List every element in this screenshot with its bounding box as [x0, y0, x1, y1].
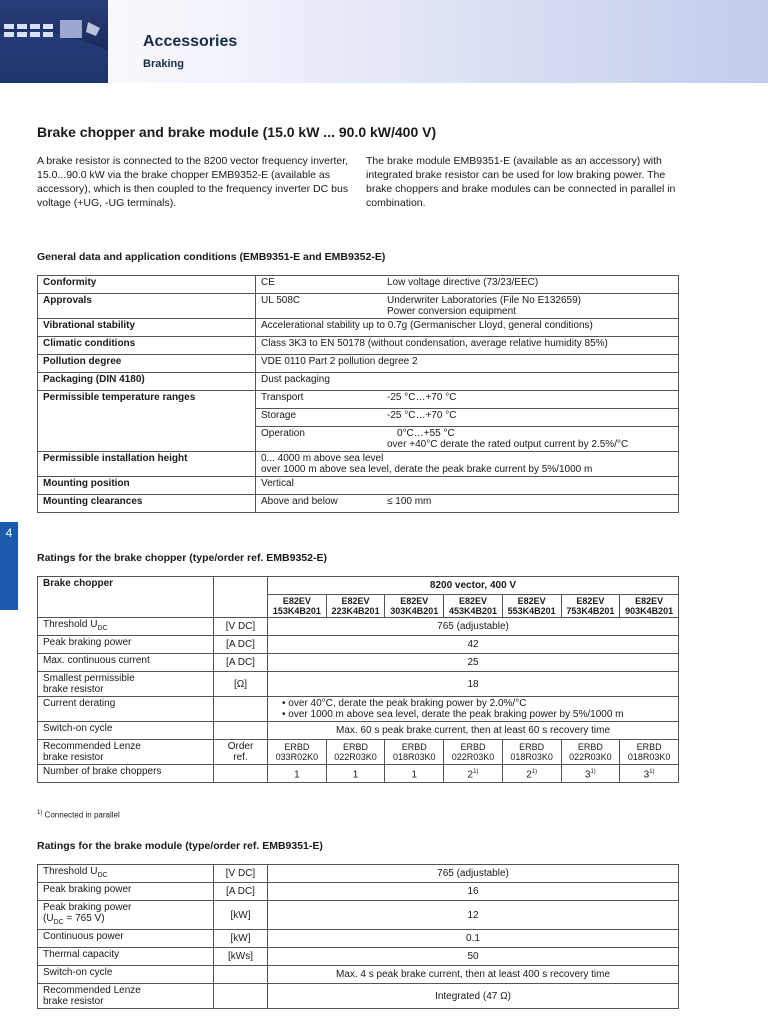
table-row — [38, 722, 679, 740]
row-label: Permissible installation height — [38, 452, 256, 477]
row-value: 0.1 — [268, 930, 679, 948]
row-label: Climatic conditions — [38, 337, 256, 355]
label-text: = 765 V) — [63, 913, 105, 924]
model-line: 903K4B201 — [625, 606, 674, 616]
table-row — [38, 901, 679, 930]
value-line: over 1000 m above sea level, derate the peak brake current by 5%/1000 m — [261, 464, 593, 475]
ref-line: ERBD — [284, 742, 310, 752]
table-row — [38, 865, 679, 883]
unit-line: Order — [227, 741, 254, 752]
model-header — [268, 595, 327, 618]
count-value: 1 — [352, 769, 359, 781]
table-row — [38, 618, 679, 636]
ref-line: ERBD — [343, 742, 369, 752]
group-header: 8200 vector, 400 V — [268, 577, 679, 595]
general-data-heading: General data and application conditions (EMB9351-E and EMB9352-E) — [37, 251, 386, 263]
row-unit: [kW] — [214, 930, 268, 948]
model-header — [620, 595, 679, 618]
header-title: Accessories — [143, 33, 238, 50]
row-label — [38, 672, 214, 697]
row-label: Mounting clearances — [38, 495, 256, 513]
value-line: 0... 4000 m above sea level — [261, 453, 384, 464]
model-line: 223K4B201 — [331, 606, 380, 616]
value-text: -25 °C…+70 °C — [387, 392, 457, 403]
row-value — [256, 427, 679, 452]
row-value: Class 3K3 to EN 50178 (without condensation, average relative humidity 85%) — [256, 337, 679, 355]
row-label — [38, 618, 214, 636]
ref-line: 018R03K0 — [392, 752, 436, 762]
model-line: 453K4B201 — [448, 606, 497, 616]
table-row — [38, 984, 679, 1009]
model-header — [561, 595, 620, 618]
value-line: Underwriter Laboratories (File No E132659) — [387, 295, 581, 306]
row-unit: [V DC] — [214, 865, 268, 883]
ref-line: 033R02K0 — [275, 752, 319, 762]
label-line: brake resistor — [43, 752, 104, 763]
chopper-count — [620, 765, 679, 783]
brake-module-table — [37, 864, 679, 1009]
intro-paragraph-right: The brake module EMB9351-E (available as an accessory) with integrated brake resistor can be used for low braking power. The brake choppers and brake modules can be connected in parallel in combination. — [366, 155, 676, 209]
value-line: 0°C…+55 °C — [397, 428, 455, 439]
row-label: Conformity — [38, 276, 256, 294]
row-unit: [A DC] — [214, 883, 268, 901]
ref-line: ERBD — [519, 742, 545, 752]
count-footnote-mark: 1) — [531, 768, 538, 775]
footnote — [37, 810, 120, 820]
label-line: Recommended Lenze — [43, 741, 141, 752]
count-footnote-mark: 1) — [590, 768, 596, 775]
value-text — [387, 428, 628, 450]
ref-line: 022R03K0 — [451, 752, 495, 762]
row-value: 16 — [268, 883, 679, 901]
footnote-mark: 1) — [37, 810, 43, 816]
table-row — [38, 319, 679, 337]
label-line: brake resistor — [43, 996, 104, 1007]
model-line: E82EV — [458, 596, 487, 606]
model-line: 553K4B201 — [507, 606, 556, 616]
table-row — [38, 740, 679, 765]
label-text: Threshold U — [43, 866, 98, 877]
chopper-count — [444, 765, 503, 783]
column-label: Brake chopper — [38, 577, 214, 618]
value-text: Low voltage directive (73/23/EEC) — [387, 277, 539, 288]
resistor-ref — [385, 740, 444, 765]
chapter-tab — [0, 522, 18, 610]
count-value: 2 — [467, 769, 474, 781]
table-row — [38, 672, 679, 697]
table-row — [38, 337, 679, 355]
ref-line: ERBD — [460, 742, 486, 752]
model-line: E82EV — [282, 596, 311, 606]
ref-line: 018R03K0 — [510, 752, 553, 762]
label-line: Smallest permissible — [43, 673, 135, 684]
value-key: Transport — [261, 392, 304, 403]
label-subscript: DC — [97, 625, 108, 632]
row-value: 42 — [268, 636, 679, 654]
label-subscript: DC — [97, 872, 108, 879]
value-key: Operation — [261, 428, 305, 439]
row-unit — [214, 984, 268, 1009]
module-heading: Ratings for the brake module (type/order ref. EMB9351-E) — [37, 840, 323, 852]
table-row — [38, 391, 679, 409]
value-key: Above and below — [261, 496, 338, 507]
chopper-count — [268, 765, 327, 783]
count-footnote-mark: 1) — [649, 768, 655, 775]
row-label: Thermal capacity — [38, 948, 214, 966]
row-value — [256, 391, 679, 409]
row-value: 25 — [268, 654, 679, 672]
row-value: 12 — [268, 901, 679, 930]
chopper-count — [502, 765, 561, 783]
row-value: Dust packaging — [256, 373, 679, 391]
table-row — [38, 373, 679, 391]
count-footnote-mark: 1) — [473, 768, 479, 775]
count-value: 2 — [526, 769, 532, 781]
row-label: Packaging (DIN 4180) — [38, 373, 256, 391]
intro-paragraph-left: A brake resistor is connected to the 8200 vector frequency inverter, 15.0...90.0 kW via the brake chopper EMB9352-E (available as accessory), which is then coupled to the frequency inverter DC bus voltage (+UG, -UG terminals). — [37, 155, 349, 209]
row-value: Integrated (47 Ω) — [268, 984, 679, 1009]
model-line: E82EV — [341, 596, 370, 606]
row-unit: [kW] — [214, 901, 268, 930]
ref-line: 022R03K0 — [334, 752, 377, 762]
table-row — [38, 355, 679, 373]
value-line: Power conversion equipment — [387, 306, 516, 317]
label-line: brake resistor — [43, 684, 104, 695]
row-label: Switch-on cycle — [38, 722, 214, 740]
brake-chopper-table — [37, 576, 679, 783]
row-label: Peak braking power — [38, 883, 214, 901]
unit-line: ref. — [233, 752, 248, 763]
model-line: E82EV — [635, 596, 664, 606]
row-unit — [214, 740, 268, 765]
section-title: Brake chopper and brake module (15.0 kW ... 90.0 kW/400 V) — [37, 124, 437, 140]
row-value: VDE 0110 Part 2 pollution degree 2 — [256, 355, 679, 373]
row-label: Mounting position — [38, 477, 256, 495]
unit-header — [214, 577, 268, 618]
resistor-ref — [268, 740, 327, 765]
model-line: 153K4B201 — [272, 606, 321, 616]
footnote-text: Connected in parallel — [44, 810, 120, 820]
model-header — [385, 595, 444, 618]
table-row — [38, 765, 679, 783]
table-row — [38, 495, 679, 513]
row-value — [256, 495, 679, 513]
value-line: over +40°C derate the rated output current by 2.5%/°C — [387, 439, 629, 450]
row-value: Max. 60 s peak brake current, then at least 60 s recovery time — [268, 722, 679, 740]
model-header — [502, 595, 561, 618]
row-unit: [V DC] — [214, 618, 268, 636]
row-label: Pollution degree — [38, 355, 256, 373]
row-value — [256, 294, 679, 319]
row-value — [256, 452, 679, 477]
table-row — [38, 930, 679, 948]
table-row — [38, 477, 679, 495]
value-line: • over 1000 m above sea level, derate the peak braking power by 5%/1000 m — [282, 709, 624, 720]
table-row — [38, 948, 679, 966]
chapter-number: 4 — [5, 526, 13, 540]
model-line: E82EV — [576, 596, 605, 606]
row-value — [268, 697, 679, 722]
model-line: E82EV — [517, 596, 546, 606]
value-key: CE — [261, 277, 275, 288]
count-value: 3 — [643, 769, 650, 781]
model-line: E82EV — [400, 596, 429, 606]
row-label: Peak braking power — [38, 636, 214, 654]
row-label — [38, 901, 214, 930]
row-unit — [214, 966, 268, 984]
model-header — [444, 595, 503, 618]
label-line: Peak braking power — [43, 902, 132, 913]
value-text: ≤ 100 mm — [387, 496, 432, 507]
table-row — [38, 577, 679, 595]
row-label: Switch-on cycle — [38, 966, 214, 984]
count-value: 1 — [411, 769, 418, 781]
ref-line: 018R03K0 — [627, 752, 671, 762]
resistor-ref — [502, 740, 561, 765]
row-label — [38, 984, 214, 1009]
row-label: Number of brake choppers — [38, 765, 214, 783]
table-row — [38, 636, 679, 654]
row-unit: [A DC] — [214, 654, 268, 672]
row-value: 765 (adjustable) — [268, 865, 679, 883]
row-value: 50 — [268, 948, 679, 966]
resistor-ref — [561, 740, 620, 765]
count-value: 3 — [584, 769, 591, 781]
row-label — [38, 740, 214, 765]
row-label: Approvals — [38, 294, 256, 319]
model-line: 753K4B201 — [566, 606, 615, 616]
value-text — [387, 295, 581, 317]
row-value — [256, 409, 679, 427]
value-key: Storage — [261, 410, 297, 421]
header-subtitle: Braking — [143, 58, 184, 70]
row-unit — [214, 765, 268, 783]
row-unit — [214, 697, 268, 722]
header-device-graphic — [0, 0, 108, 83]
label-text: Threshold U — [43, 619, 98, 630]
table-row — [38, 294, 679, 319]
value-line: • over 40°C, derate the peak braking power by 2.0%/°C — [282, 698, 527, 709]
value-key: UL 508C — [261, 295, 301, 306]
row-value: Max. 4 s peak brake current, then at least 400 s recovery time — [268, 966, 679, 984]
page-header — [0, 0, 768, 83]
table-row — [38, 697, 679, 722]
chopper-heading: Ratings for the brake chopper (type/order ref. EMB9352-E) — [37, 552, 327, 564]
row-label — [38, 865, 214, 883]
row-value: 18 — [268, 672, 679, 697]
table-row — [38, 966, 679, 984]
ref-line: ERBD — [401, 742, 427, 752]
row-label: Max. continuous current — [38, 654, 214, 672]
row-unit: [kWs] — [214, 948, 268, 966]
label-subscript: DC — [53, 919, 64, 926]
model-header — [326, 595, 385, 618]
ref-line: ERBD — [636, 742, 662, 752]
general-data-table — [37, 275, 679, 513]
label-text: (U — [43, 913, 54, 924]
resistor-ref — [620, 740, 679, 765]
ref-line: ERBD — [577, 742, 603, 752]
chopper-count — [326, 765, 385, 783]
chopper-count — [385, 765, 444, 783]
row-label: Vibrational stability — [38, 319, 256, 337]
resistor-ref — [444, 740, 503, 765]
ref-line: 022R03K0 — [569, 752, 612, 762]
model-line: 303K4B201 — [390, 606, 439, 616]
table-row — [38, 276, 679, 294]
row-value: 765 (adjustable) — [268, 618, 679, 636]
table-row — [38, 883, 679, 901]
row-label: Current derating — [38, 697, 214, 722]
label-line: Recommended Lenze — [43, 985, 141, 996]
value-text: -25 °C…+70 °C — [387, 410, 457, 421]
chopper-count — [561, 765, 620, 783]
resistor-ref — [326, 740, 385, 765]
row-value — [256, 276, 679, 294]
table-row — [38, 452, 679, 477]
row-value: Accelerational stability up to 0.7g (Germanischer Lloyd, general conditions) — [256, 319, 679, 337]
table-row — [38, 654, 679, 672]
count-value: 1 — [294, 769, 300, 781]
row-unit — [214, 722, 268, 740]
row-value: Vertical — [256, 477, 679, 495]
row-label: Continuous power — [38, 930, 214, 948]
row-unit: [Ω] — [214, 672, 268, 697]
row-unit: [A DC] — [214, 636, 268, 654]
row-label: Permissible temperature ranges — [38, 391, 256, 452]
